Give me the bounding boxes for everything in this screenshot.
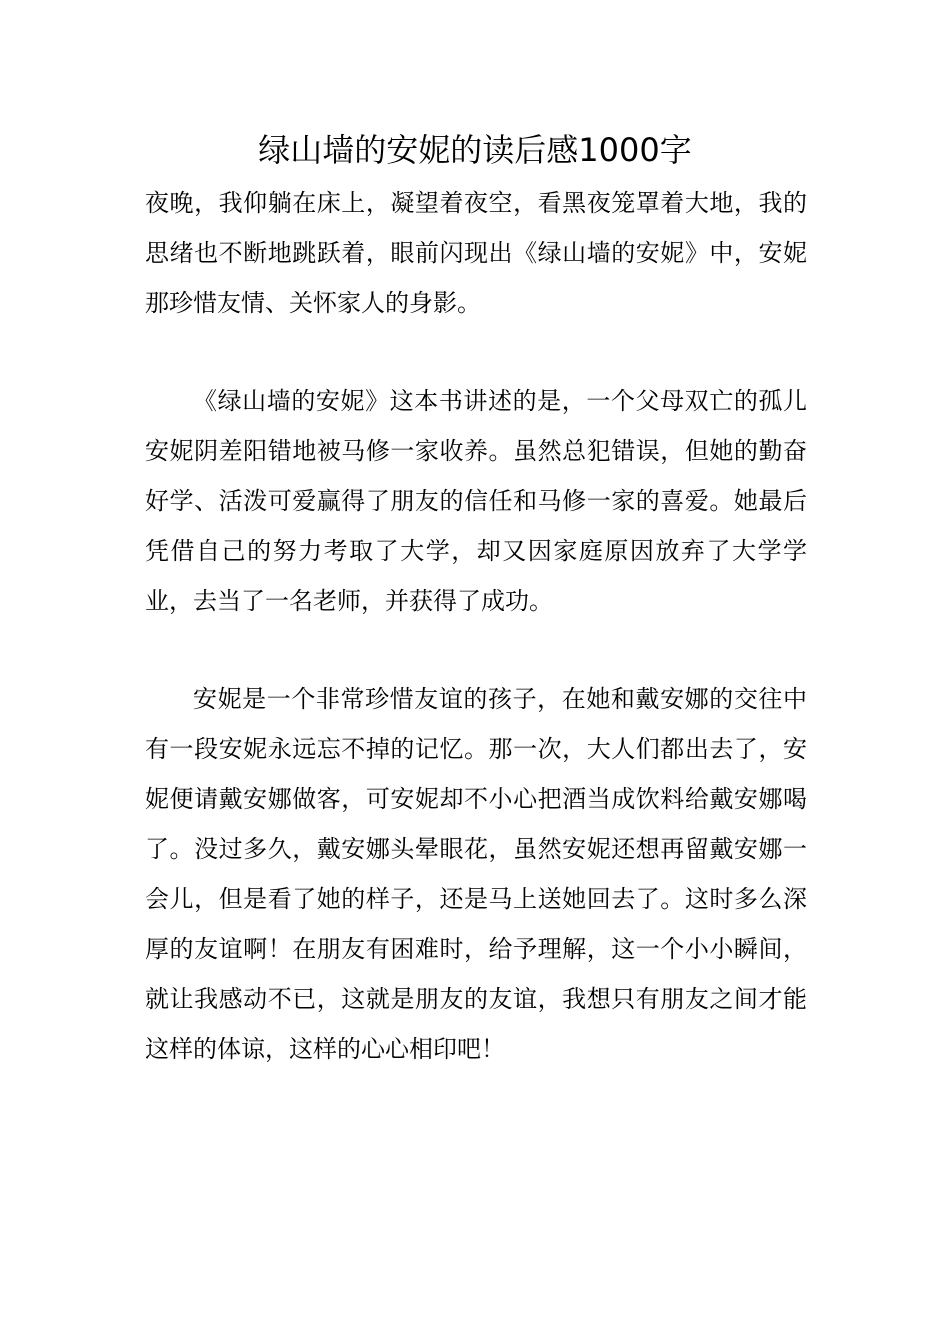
document-title: 绿山墙的安妮的读后感1000字 bbox=[258, 131, 692, 169]
paragraph-3: 安妮是一个非常珍惜友谊的孩子，在她和戴安娜的交往中有一段安妮永远忘不掉的记忆。那一次，大人们都出去了，安妮便请戴安娜做客，可安妮却不小心把酒当成饮料给戴安娜喝了。没过多久，戴安娜头晕眼花，虽然安妮还想再留戴安娜一会儿，但是看了她的样子，还是马上送她回去了。这时多么深厚的友谊啊！在朋友有困难时，给予理解，这一个小小瞬间，就让我感动不已，这就是朋友的友谊，我想只有朋友之间才能这样的体谅，这样的心心相印吧！ bbox=[145, 685, 807, 1063]
paragraph-2: 《绿山墙的安妮》这本书讲述的是，一个父母双亡的孤儿安妮阴差阳错地被马修一家收养。虽然总犯错误，但她的勤奋好学、活泼可爱赢得了朋友的信任和马修一家的喜爱。她最后凭借自己的努力考取了大学，却又因家庭原因放弃了大学学业，去当了一名老师，并获得了成功。 bbox=[145, 387, 807, 615]
paragraph-1: 夜晚，我仰躺在床上，凝望着夜空，看黑夜笼罩着大地，我的思绪也不断地跳跃着，眼前闪现出《绿山墙的安妮》中，安妮那珍惜友情、关怀家人的身影。 bbox=[145, 189, 807, 317]
